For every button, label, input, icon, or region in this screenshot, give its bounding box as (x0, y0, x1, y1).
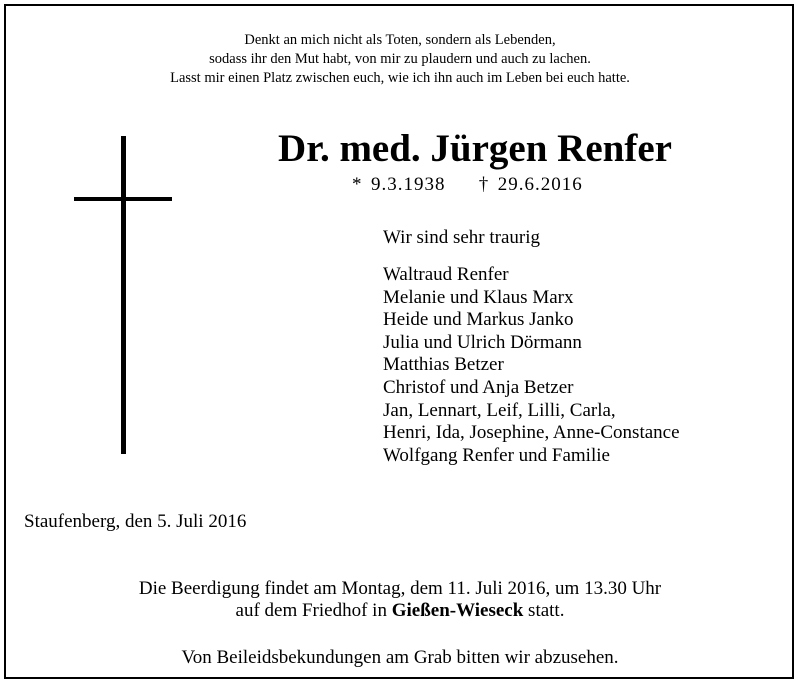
family-member: Jan, Lennart, Leif, Lilli, Carla, (383, 399, 616, 421)
cross-icon (121, 136, 126, 454)
place-date: Staufenberg, den 5. Juli 2016 (24, 511, 247, 532)
motto-line-3: Lasst mir einen Platz zwischen euch, wie ich ihn auch im Leben bei euch hatte. (170, 70, 630, 86)
funeral-prefix: auf dem Friedhof in (235, 600, 387, 621)
motto-line-2: sodass ihr den Mut habt, von mir zu plaudern und auch zu lachen. (209, 51, 591, 67)
family-member: Wolfgang Renfer und Familie (383, 444, 610, 466)
family-list (383, 264, 680, 467)
funeral-location: Gießen-Wieseck (391, 600, 524, 621)
condolence-note: Von Beileidsbekundungen am Grab bitten wir abzusehen. (181, 647, 619, 668)
family-member: Julia und Ulrich Dörmann (383, 331, 582, 353)
funeral-line-2 (0, 600, 800, 622)
motto-quote (0, 31, 800, 88)
family-member: Matthias Betzer (383, 354, 504, 376)
cross-icon-bar (74, 197, 172, 201)
funeral-info (0, 578, 800, 622)
family-member: Waltraud Renfer (383, 264, 509, 285)
family-member: Melanie und Klaus Marx (383, 286, 574, 308)
family-member: Heide und Markus Janko (383, 309, 574, 331)
death-symbol: † (478, 174, 489, 195)
funeral-line-1: Die Beerdigung findet am Montag, dem 11. Juli 2016, um 13.30 Uhr (138, 578, 662, 599)
funeral-suffix: statt. (528, 600, 565, 621)
motto-line-1: Denkt an mich nicht als Toten, sondern als Lebenden, (244, 32, 556, 48)
birth-symbol: * (352, 174, 362, 195)
deceased-name: Dr. med. Jürgen Renfer (278, 127, 672, 170)
birth-date: 9.3.1938 (371, 174, 446, 195)
life-dates (352, 173, 583, 197)
family-member: Henri, Ida, Josephine, Anne-Constance (383, 422, 680, 444)
family-member: Christof und Anja Betzer (383, 376, 574, 398)
death-date: 29.6.2016 (497, 174, 583, 195)
mourning-phrase: Wir sind sehr traurig (383, 227, 541, 248)
